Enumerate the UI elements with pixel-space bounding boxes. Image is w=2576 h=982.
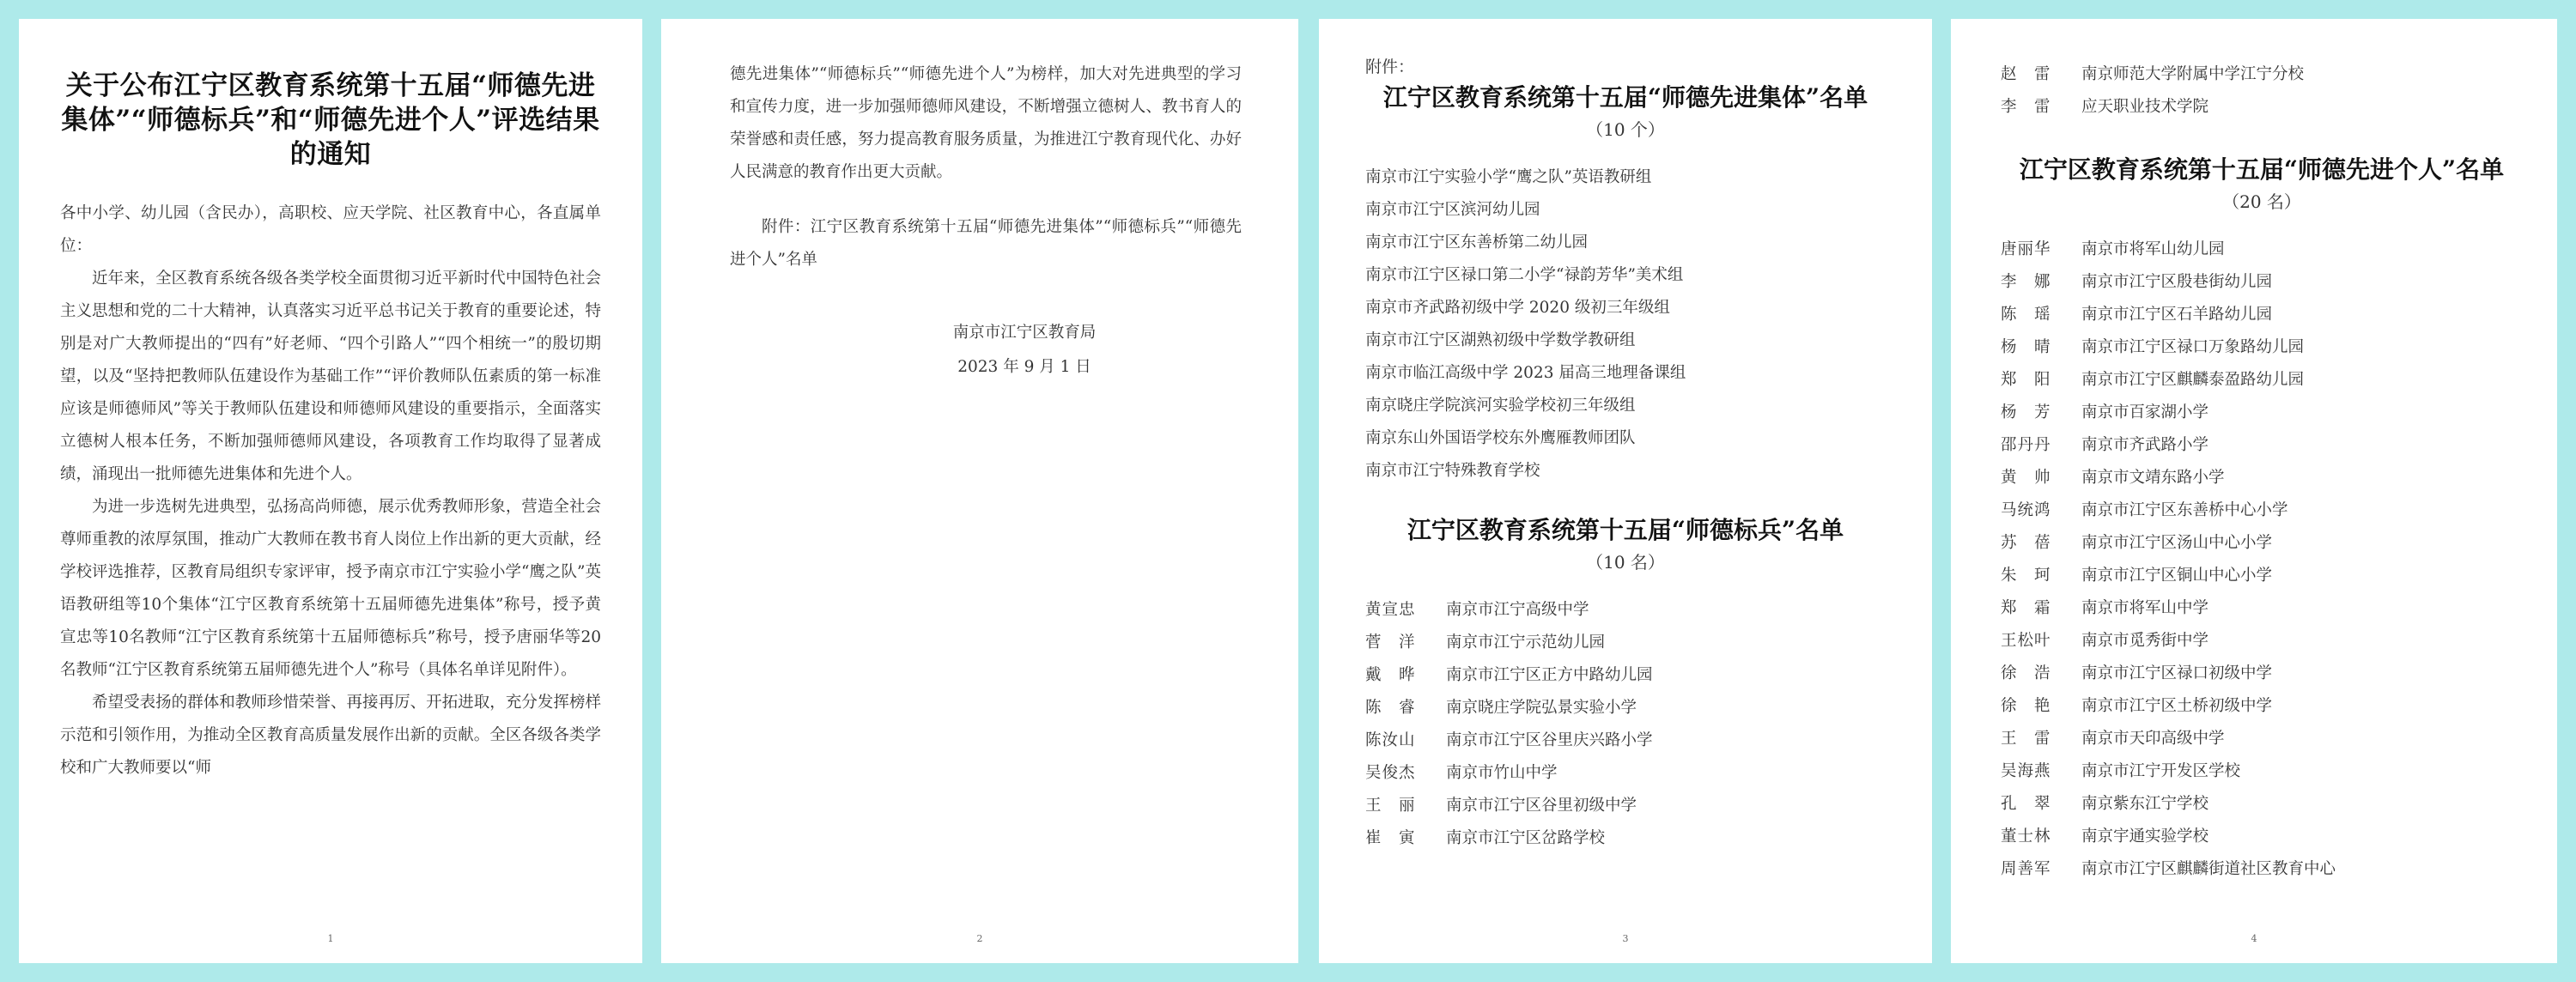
list-item	[2001, 91, 2523, 124]
list-item	[2001, 331, 2523, 364]
person-name: 郑 霜	[2001, 599, 2051, 617]
page-number: 2	[976, 933, 983, 944]
list-item: 南京东山外国语学校东外鹰雁教师团队	[1365, 429, 1636, 447]
attachment-note: 附件：江宁区教育系统第十五届“师德先进集体”“师德标兵”“师德先进个人”名单	[730, 218, 1242, 269]
person-org: 南京市江宁开发区学校	[2081, 762, 2241, 780]
notice-body-continued	[730, 58, 1242, 276]
paragraph: 希望受表扬的群体和教师珍惜荣誉、再接再厉、开拓进取，充分发挥榜样示范和引领作用，为推动全区教育高质量发展作出新的贡献。全区各级各类学校和广大教师要以“师	[60, 694, 601, 777]
person-org: 南京市江宁区汤山中心小学	[2081, 534, 2273, 552]
person-org: 南京市江宁区谷里庆兴路小学	[1446, 731, 1653, 749]
list-item	[2001, 821, 2523, 853]
person-name: 邵丹丹	[2001, 436, 2051, 454]
page-number: 4	[2251, 933, 2257, 944]
person-name: 崔 寅	[1365, 829, 1416, 847]
person-name: 王 丽	[1365, 797, 1416, 815]
page-number: 1	[327, 933, 334, 944]
list-item	[2001, 723, 2523, 755]
person-org: 南京市将军山幼儿园	[2081, 240, 2225, 258]
individuals-list-title: 江宁区教育系统第十五届“师德先进个人”名单	[2019, 155, 2505, 184]
list-item: 南京市江宁区禄口第二小学“禄韵芳华”美术组	[1365, 266, 1684, 284]
person-org: 南京市竹山中学	[1446, 764, 1558, 782]
list-item	[2001, 233, 2523, 266]
person-name: 马统鸿	[2001, 501, 2051, 519]
list-item	[2001, 58, 2523, 91]
list-item	[2001, 592, 2523, 625]
person-org: 南京市江宁区正方中路幼儿园	[1446, 666, 1653, 684]
person-org: 南京市齐武路小学	[2081, 436, 2209, 454]
notice-title: 关于公布江宁区教育系统第十五届“师德先进集体”“师德标兵”和“师德先进个人”评选结果的通知	[61, 70, 600, 170]
person-name: 杨 晴	[2001, 338, 2051, 356]
list-item: 南京市江宁区湖熟初级中学数学教研组	[1365, 331, 1636, 349]
person-org: 南京紫东江宁学校	[2081, 795, 2209, 813]
list-item	[2001, 690, 2523, 723]
person-org: 南京市江宁区禄口初级中学	[2081, 664, 2273, 682]
list-item	[2001, 266, 2523, 299]
person-name: 朱 珂	[2001, 567, 2051, 585]
person-name: 徐 艳	[2001, 697, 2051, 715]
list-item	[1365, 594, 1886, 627]
list-item	[2001, 527, 2523, 560]
signature-org: 南京市江宁区教育局	[952, 324, 1097, 342]
person-name: 徐 浩	[2001, 664, 2051, 682]
person-org: 南京市江宁区石羊路幼儿园	[2081, 306, 2273, 324]
document-page-3	[1319, 19, 1932, 963]
person-org: 南京市江宁高级中学	[1446, 601, 1589, 619]
list-item	[2001, 853, 2523, 886]
list-item	[2001, 494, 2523, 527]
person-org: 南京市江宁区麒麟街道社区教育中心	[2081, 860, 2336, 878]
list-item	[1365, 659, 1886, 692]
list-item	[2001, 788, 2523, 821]
person-org: 南京市江宁区东善桥中心小学	[2081, 501, 2288, 519]
person-name: 周善军	[2001, 860, 2051, 878]
person-name: 李 雷	[2001, 98, 2051, 116]
person-name: 李 娜	[2001, 273, 2051, 291]
person-org: 南京市文靖东路小学	[2081, 469, 2225, 487]
page-number: 3	[1622, 933, 1629, 944]
person-name: 黄 帅	[2001, 469, 2051, 487]
list-item: 南京市江宁实验小学“鹰之队”英语教研组	[1365, 168, 1652, 186]
collectives-list-title: 江宁区教育系统第十五届“师德先进集体”名单	[1382, 83, 1868, 112]
models-list-continued	[2001, 58, 2523, 124]
signature-block	[807, 316, 1242, 385]
list-item: 南京市齐武路初级中学 2020 级初三年级组	[1365, 299, 1670, 317]
person-name: 苏 蓓	[2001, 534, 2051, 552]
paragraph: 近年来，全区教育系统各级各类学校全面贯彻习近平新时代中国特色社会主义思想和党的二十大精神，认真落实习近平总书记关于教育的重要论述，特别是对广大教师提出的“四有”好老师、“四个引路人”“四个相统一”的殷切期望，以及“坚持把教师队伍建设作为基础工作”“评价教师队伍素质的第一标准应该是师德师风”等关于教师队伍建设和师德师风建设的重要指示，全面落实立德树人根本任务，不断加强师德师风建设，各项教育工作均取得了显著成绩，涌现出一批师德先进集体和先进个人。	[60, 270, 601, 483]
list-item	[2001, 462, 2523, 494]
list-item	[1365, 757, 1886, 790]
person-org: 南京晓庄学院弘景实验小学	[1446, 699, 1637, 717]
person-name: 陈 睿	[1365, 699, 1416, 717]
person-name: 黄宣忠	[1365, 601, 1416, 619]
person-name: 郑 阳	[2001, 371, 2051, 389]
document-page-4	[1951, 19, 2557, 963]
individuals-count: （20 名）	[2222, 191, 2301, 212]
person-org: 南京市将军山中学	[2081, 599, 2209, 617]
notice-body	[60, 197, 601, 785]
list-item	[2001, 397, 2523, 429]
person-org: 南京市江宁区土桥初级中学	[2081, 697, 2273, 715]
list-item: 南京晓庄学院滨河实验学校初三年级组	[1365, 397, 1636, 415]
person-name: 菅 洋	[1365, 633, 1416, 652]
list-item	[2001, 658, 2523, 690]
attachment-label: 附件：	[1365, 58, 1415, 76]
person-name: 孔 翠	[2001, 795, 2051, 813]
list-item	[1365, 627, 1886, 659]
person-org: 南京市江宁区铜山中心小学	[2081, 567, 2273, 585]
person-org: 南京市江宁区谷里初级中学	[1446, 797, 1637, 815]
person-org: 南京市江宁区麒麟泰盈路幼儿园	[2081, 371, 2305, 389]
list-item	[1365, 724, 1886, 757]
list-item	[2001, 299, 2523, 331]
list-item: 南京市江宁区东善桥第二幼儿园	[1365, 233, 1589, 252]
person-name: 陈 瑶	[2001, 306, 2051, 324]
individuals-list	[2001, 233, 2523, 886]
list-item	[2001, 755, 2523, 788]
person-org: 南京市百家湖小学	[2081, 403, 2209, 421]
list-item: 南京市江宁区滨河幼儿园	[1365, 201, 1540, 219]
person-name: 唐丽华	[2001, 240, 2051, 258]
list-item	[2001, 429, 2523, 462]
collectives-count: （10 个）	[1586, 119, 1665, 140]
person-org: 应天职业技术学院	[2081, 98, 2209, 116]
person-name: 王 雷	[2001, 730, 2051, 748]
models-list	[1365, 594, 1886, 855]
collectives-list	[1365, 161, 1886, 488]
list-item	[1365, 822, 1886, 855]
person-org: 南京市江宁区岔路学校	[1446, 829, 1606, 847]
paragraph: 为进一步选树先进典型，弘扬高尚师德，展示优秀教师形象，营造全社会尊师重教的浓厚氛围，推动广大教师在教书育人岗位上作出新的更大贡献，经学校评选推荐，区教育局组织专家评审，授予南京市江宁实验小学“鹰之队”英语教研组等10个集体“江宁区教育系统第十五届师德先进集体”称号，授予黄宣忠等10名教师“江宁区教育系统第十五届师德标兵”称号，授予唐丽华等20名教师“江宁区教育系统第五届师德先进个人”称号（具体名单详见附件）。	[60, 498, 601, 679]
person-org: 南京市江宁区殷巷街幼儿园	[2081, 273, 2273, 291]
document-page-1	[19, 19, 642, 963]
list-item	[2001, 625, 2523, 658]
person-name: 赵 雷	[2001, 65, 2051, 83]
list-item	[2001, 364, 2523, 397]
person-name: 王松叶	[2001, 632, 2051, 650]
person-name: 杨 芳	[2001, 403, 2051, 421]
person-org: 南京市江宁示范幼儿园	[1446, 633, 1606, 652]
person-name: 董士林	[2001, 827, 2051, 846]
list-item: 南京市临江高级中学 2023 届高三地理备课组	[1365, 364, 1686, 382]
models-list-title: 江宁区教育系统第十五届“师德标兵”名单	[1406, 516, 1844, 544]
list-item	[1365, 692, 1886, 724]
models-count: （10 名）	[1586, 552, 1665, 573]
person-org: 南京师范大学附属中学江宁分校	[2081, 65, 2305, 83]
person-name: 戴 晔	[1365, 666, 1416, 684]
addressee: 各中小学、幼儿园（含民办），高职校、应天学院、社区教育中心，各直属单位：	[60, 204, 601, 255]
document-page-2	[661, 19, 1298, 963]
list-item	[2001, 560, 2523, 592]
person-name: 吴俊杰	[1365, 764, 1416, 782]
person-org: 南京市觅秀街中学	[2081, 632, 2209, 650]
person-name: 陈汝山	[1365, 731, 1416, 749]
person-org: 南京市江宁区禄口万象路幼儿园	[2081, 338, 2305, 356]
person-name: 吴海燕	[2001, 762, 2051, 780]
person-org: 南京市天印高级中学	[2081, 730, 2225, 748]
paragraph: 德先进集体”“师德标兵”“师德先进个人”为榜样，加大对先进典型的学习和宣传力度，进一步加强师德师风建设，不断增强立德树人、教书育人的荣誉感和责任感，努力提高教育服务质量，为推进江宁教育现代化、办好人民满意的教育作出更大贡献。	[730, 65, 1242, 181]
list-item	[1365, 790, 1886, 822]
person-org: 南京宇通实验学校	[2081, 827, 2209, 846]
list-item: 南京市江宁特殊教育学校	[1365, 462, 1540, 480]
signature-date: 2023 年 9 月 1 日	[957, 358, 1091, 376]
